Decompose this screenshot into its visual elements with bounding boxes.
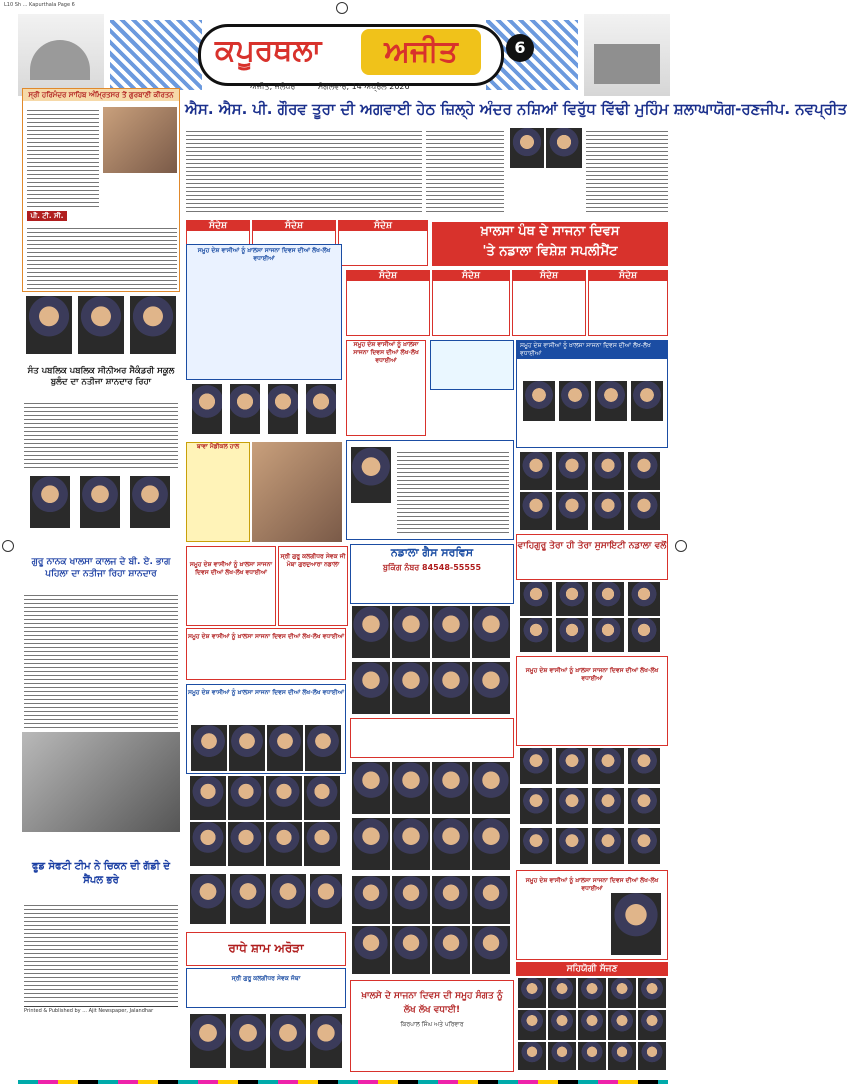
registration-mark-right — [675, 540, 687, 552]
greeting-text-1: ਸਮੂਹ ਦੇਸ਼ ਵਾਸੀਆਂ ਨੂੰ ਖ਼ਾਲਸਾ ਸਾਜਨਾ ਦਿਵਸ ਦੀਆਂ ਲੱਖ-ਲੱਖ ਵਧਾਈਆਂ — [197, 247, 331, 262]
registration-mark-top — [336, 2, 348, 14]
khalsa-ad-3 — [186, 684, 346, 774]
nadala-gas-title: ਨਡਾਲਾ ਗੈਸ ਸਰਵਿਸ — [390, 546, 474, 559]
supplement-headline-1: ਖ਼ਾਲਸਾ ਪੰਥ ਦੇ ਸਾਜਨਾ ਦਿਵਸ — [480, 224, 620, 239]
masthead-logo — [198, 24, 504, 86]
medical-hall-ad — [186, 442, 250, 542]
portrait-grid-6 — [516, 748, 668, 868]
portrait-strip-2 — [186, 870, 346, 930]
khalsa-greeting-1: ਸਮੂਹ ਦੇਸ਼ ਵਾਸੀਆਂ ਨੂੰ ਖ਼ਾਲਸਾ ਸਾਜਨਾ ਦਿਵਸ ਦੀਆਂ ਲੱਖ-ਲੱਖ ਵਧਾਈਆਂ — [189, 561, 273, 576]
shri-guru-text: ਸ੍ਰੀ ਗੁਰੂ ਕਲਗੀਧਰ ਸੇਵਕ ਜੀ ਮੋਬਾ ਗੁਰਦੁਆਰਾ ਨਡਾਲਾ — [280, 553, 346, 568]
lead-headline: ਐਸ. ਐਸ. ਪੀ. ਗੌਰਵ ਤੂਰਾ ਦੀ ਅਗਵਾਈ ਹੇਠ ਜ਼ਿਲ੍ਹੇ ਅੰਦਰ ਨਸ਼ਿਆਂ ਵਿਰੁੱਧ ਵਿੱਢੀ ਮੁਹਿੰਮ ਸ਼ਲਾਘਾਯੋਗ-ਰਣਜੀਪ. ਨਵਪ੍ਰੀਤ — [185, 100, 847, 118]
ad-block-5 — [346, 440, 514, 540]
greeting-text-3: ਸਮੂਹ ਦੇਸ਼ ਵਾਸੀਆਂ ਨੂੰ ਖ਼ਾਲਸਾ ਸਾਜਨਾ ਦਿਵਸ ਦੀਆਂ ਲੱਖ-ਲੱਖ ਵਧਾਈਆਂ — [517, 341, 667, 359]
student-photo-3 — [130, 296, 176, 354]
wahe-guru-text: ਵਾਹਿਗੁਰੂ ਤੇਰਾ ਹੀ ਤੇਰਾ ਸੁਸਾਇਟੀ ਨਡਾਲਾ ਵਲੋਂ — [517, 541, 667, 551]
page-number: 6 — [506, 34, 534, 62]
gurbani-box-title: ਸ੍ਰੀ ਹਰਿਮੰਦਰ ਸਾਹਿਬ ਅੰਮ੍ਰਿਤਸਰ ਤੋਂ ਗੁਰਬਾਣੀ ਕੀਰਤਨ — [23, 89, 179, 101]
khalsa-greeting-5: ਸਮੂਹ ਦੇਸ਼ ਵਾਸੀਆਂ ਨੂੰ ਖ਼ਾਲਸਾ ਸਾਜਨਾ ਦਿਵਸ ਦੀਆਂ ਲੱਖ-ਲੱਖ ਵਧਾਈਆਂ — [525, 877, 659, 892]
gurbani-box — [22, 88, 180, 292]
greeting-text-2: ਸਮੂਹ ਦੇਸ਼ ਵਾਸੀਆਂ ਨੂੰ ਖ਼ਾਲਸਾ ਸਾਜਨਾ ਦਿਵਸ ਦੀਆਂ ਲੱਖ-ਲੱਖ ਵਧਾਈਆਂ — [353, 341, 419, 364]
ad-block-center-1 — [186, 244, 342, 380]
lead-article-col-3 — [586, 128, 668, 214]
portrait-grid-5 — [350, 762, 514, 872]
sandesh-title-4: ਸੰਦੇਸ਼ — [433, 271, 509, 281]
school-result-headline: ਸੰਤ ਪਬਲਿਕ ਪਬਲਿਕ ਸੀਨੀਅਰ ਸੈਕੰਡਰੀ ਸਕੂਲ ਬੁਲੰਦ ਦਾ ਨਤੀਜਾ ਸ਼ਾਨਦਾਰ ਰਿਹਾ — [27, 366, 175, 387]
sahyogi-banner: ਸਹਿਯੋਗੀ ਸੱਜਣ — [516, 962, 668, 976]
khalsa-ad-4 — [516, 656, 668, 746]
ad-block-2 — [346, 340, 426, 436]
masthead-photo-left — [18, 14, 104, 96]
portrait-grid-2 — [350, 606, 514, 716]
color-bar — [18, 1080, 668, 1084]
supplement-headline-2: 'ਤੇ ਨਡਾਲਾ ਵਿਸ਼ੇਸ਼ ਸਪਲੀਮੈਂਟ — [482, 244, 618, 259]
portrait-grid-8 — [516, 978, 668, 1072]
edition-label: ਅਜੀਤ, ਜਲੰਧਰ — [250, 82, 296, 91]
print-slug: L10 Sh ... Kapurthala Page 6 — [4, 2, 75, 8]
sandesh-title-7: ਸੰਦੇਸ਼ — [347, 271, 429, 281]
nadala-gas-ad — [350, 544, 514, 604]
shri-guru-ad — [278, 546, 348, 626]
lead-article-col-2 — [426, 128, 504, 214]
school-article-text — [24, 400, 178, 470]
college-article-text — [24, 592, 178, 728]
student-photo-1 — [26, 296, 72, 354]
date-line: ਮੰਗਲਵਾਰ, 14 ਅਪ੍ਰੈਲ 2026 — [318, 82, 410, 91]
nadala-gas-phone: ਬੁਕਿੰਗ ਨੰਬਰ 84548-55555 — [382, 563, 482, 572]
ad-block-6 — [350, 718, 514, 758]
sandesh-ad-7 — [346, 270, 430, 336]
khalsa-ad-2 — [186, 628, 346, 680]
portrait-grid-3 — [516, 582, 668, 654]
final-khalsa-text: ਖ਼ਾਲਸੇ ਦੇ ਸਾਜਨਾ ਦਿਵਸ ਦੀ ਸਮੂਹ ਸੰਗਤ ਨੂੰ ਲੱਖ ਲੱਖ ਵਧਾਈ! — [361, 991, 503, 1015]
masthead-pattern-left — [110, 20, 202, 90]
khalsa-greeting-2: ਸਮੂਹ ਦੇਸ਼ ਵਾਸੀਆਂ ਨੂੰ ਖ਼ਾਲਸਾ ਸਾਜਨਾ ਦਿਵਸ ਦੀਆਂ ਲੱਖ-ਲੱਖ ਵਧਾਈਆਂ — [187, 633, 345, 640]
kalgidhar-text: ਸ੍ਰੀ ਗੁਰੂ ਕਲਗੀਧਰ ਸੇਵਕ ਜੱਥਾ — [231, 975, 301, 982]
sandesh-title-2: ਸੰਦੇਸ਼ — [253, 221, 335, 231]
khalsa-greeting-3: ਸਮੂਹ ਦੇਸ਼ ਵਾਸੀਆਂ ਨੂੰ ਖ਼ਾਲਸਾ ਸਾਜਨਾ ਦਿਵਸ ਦੀਆਂ ਲੱਖ-ਲੱਖ ਵਧਾਈਆਂ — [187, 689, 345, 696]
ptc-label: ਪੀ. ਟੀ. ਸੀ. — [27, 211, 67, 221]
khalsa-ad-5 — [516, 870, 668, 960]
college-result-headline: ਗੁਰੂ ਨਾਨਕ ਖਾਲਸਾ ਕਾਲਜ ਦੇ ਬੀ. ਏ. ਭਾਗ ਪਹਿਲਾ ਦਾ ਨਤੀਜਾ ਰਿਹਾ ਸ਼ਾਨਦਾਰ — [31, 557, 171, 579]
ad-block-7 — [186, 968, 346, 1008]
sandesh-ad-4 — [432, 270, 510, 336]
masthead — [18, 14, 670, 96]
ad-block-3 — [430, 340, 514, 390]
golden-temple-photo — [103, 107, 177, 173]
radhe-sham-ad — [186, 932, 346, 966]
print-line: Printed & Published by ... Ajit Newspaper, Jalandhar — [24, 1006, 178, 1062]
sandesh-ad-5 — [512, 270, 586, 336]
wahe-guru-ad — [516, 534, 668, 580]
ad-block-4 — [516, 340, 668, 448]
sandesh-title-3: ਸੰਦੇਸ਼ — [339, 221, 427, 231]
student-photo-2 — [78, 296, 124, 354]
college-photos — [22, 476, 180, 532]
final-khalsa-note: ਕਿਰਪਾਲ ਸਿੰਘ ਅਤੇ ਪਰਿਵਾਰ — [400, 1021, 464, 1028]
lead-photo-2 — [546, 128, 582, 168]
logo-ajit: ਅਜੀਤ — [361, 29, 481, 75]
sandesh-title-6: ਸੰਦੇਸ਼ — [589, 271, 667, 281]
lead-article-col-1 — [186, 128, 422, 214]
khalsa-ad-1 — [186, 546, 276, 626]
portrait-strip-1 — [186, 384, 342, 438]
group-photo-ad — [252, 442, 342, 542]
sandesh-title-5: ਸੰਦੇਸ਼ — [513, 271, 585, 281]
gurbani-text — [27, 107, 99, 207]
food-safety-photo — [22, 732, 180, 832]
food-safety-headline: ਫੂਡ ਸੇਫਟੀ ਟੀਮ ਨੇ ਚਿਕਨ ਦੀ ਗੱਡੀ ਦੇ ਸੈਂਪਲ ਭਰੇ — [31, 861, 170, 886]
medical-hall-title: ਬਾਵਾ ਮੈਡੀਕਲ ਹਾਲ — [196, 443, 240, 450]
food-article-text — [24, 902, 178, 1002]
masthead-photo-right — [584, 14, 670, 96]
student-photos — [22, 296, 180, 358]
portrait-grid-4 — [186, 776, 346, 866]
sandesh-ad-3 — [338, 220, 428, 266]
portrait-grid-7 — [350, 876, 514, 976]
lead-photo-1 — [510, 128, 544, 168]
supplement-banner — [432, 222, 668, 266]
radhe-sham-title: ਰਾਧੇ ਸ਼ਾਮ ਅਰੋੜਾ — [228, 941, 304, 955]
sandesh-title-1: ਸੰਦੇਸ਼ — [187, 221, 249, 231]
khalsa-greeting-4: ਸਮੂਹ ਦੇਸ਼ ਵਾਸੀਆਂ ਨੂੰ ਖ਼ਾਲਸਾ ਸਾਜਨਾ ਦਿਵਸ ਦੀਆਂ ਲੱਖ-ਲੱਖ ਵਧਾਈਆਂ — [525, 667, 659, 682]
sandesh-ad-6 — [588, 270, 668, 336]
registration-mark-left — [2, 540, 14, 552]
portrait-grid-1 — [516, 452, 668, 532]
final-khalsa-ad — [350, 980, 514, 1072]
gurbani-text-2 — [27, 225, 177, 289]
logo-city: ਕਪੂਰਥਲਾ — [215, 33, 322, 68]
portrait-strip-3 — [186, 1010, 346, 1072]
